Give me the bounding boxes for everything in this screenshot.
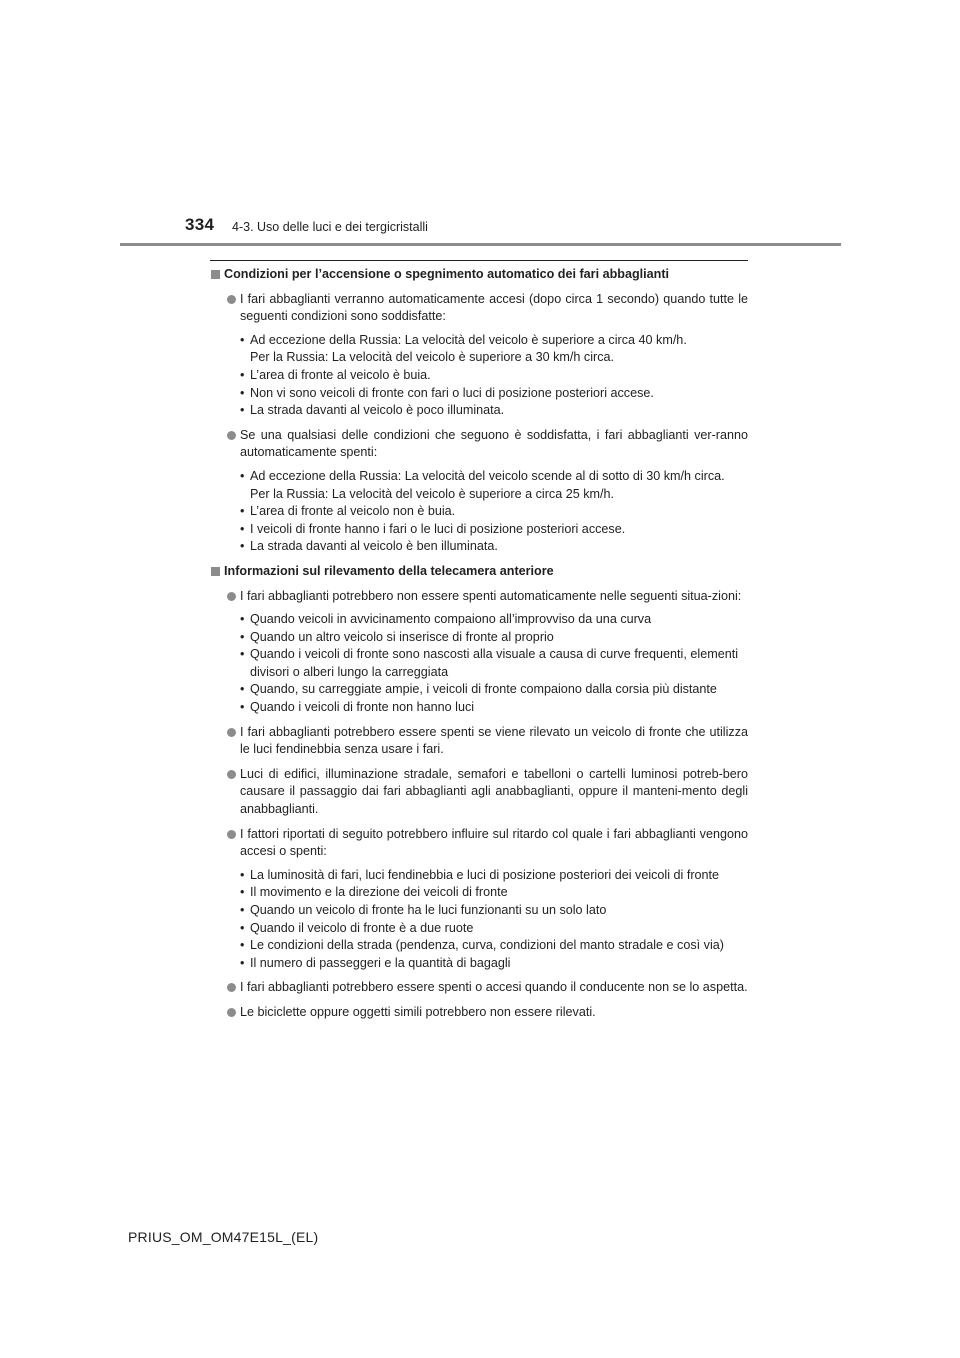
list-item-text: • Quando veicoli in avvicinamento compaiono all’improvviso da una curva (250, 612, 652, 627)
list-item (210, 867, 748, 885)
list-item (210, 699, 748, 717)
list-item-text: • Ad eccezione della Russia: La velocità del veicolo è superiore a circa 40 km/h. (250, 332, 687, 347)
circle-bullet-icon (227, 431, 236, 440)
list-item (210, 902, 748, 920)
list-item-text: • Non vi sono veicoli di fronte con fari o luci di posizione posteriori accese. (250, 385, 654, 400)
list-item (210, 884, 748, 902)
circle-bullet-icon (227, 295, 236, 304)
list-item (210, 611, 748, 629)
bullet-paragraph (210, 427, 748, 462)
page-number: 334 (185, 215, 215, 234)
list-item (210, 503, 748, 521)
list-item (210, 468, 748, 503)
list-item (210, 367, 748, 385)
list-item-text: Per la Russia: La velocità del veicolo è superiore a circa 25 km/h. (250, 486, 614, 501)
section-heading-text: Informazioni sul rilevamento della telecamera anteriore (224, 563, 554, 578)
section-heading-text: Condizioni per l’accensione o spegnimento automatico dei fari abbaglianti (224, 267, 670, 281)
footer-code: PRIUS_OM_OM47E15L_(EL) (128, 1229, 319, 1245)
bullet-paragraph (210, 588, 748, 606)
list-item (210, 937, 748, 955)
section-heading (210, 563, 748, 581)
list-item-text: • Quando, su carreggiate ampie, i veicoli di fronte compaiono dalla corsia più distante (250, 682, 717, 697)
bullet-text: I fattori riportati di seguito potrebbero influire sul ritardo col quale i fari abbaglianti vengono accesi o spenti: (240, 826, 748, 859)
list-item (210, 920, 748, 938)
list-item-text: • L’area di fronte al veicolo è buia. (250, 367, 431, 382)
bullet-paragraph (210, 724, 748, 759)
manual-content (210, 266, 748, 1029)
list-item (210, 385, 748, 403)
bullet-text: I fari abbaglianti potrebbero non essere spenti automaticamente nelle seguenti situa-zioni: (240, 588, 742, 603)
circle-bullet-icon (227, 728, 236, 737)
list-item-text: • Il movimento e la direzione dei veicoli di fronte (250, 885, 508, 900)
list-item-text: • Quando i veicoli di fronte non hanno luci (250, 700, 475, 715)
list-item (210, 629, 748, 647)
square-bullet-icon (211, 567, 220, 576)
sub-list (210, 468, 748, 556)
list-item (210, 646, 748, 681)
bullet-text: I fari abbaglianti potrebbero essere spenti o accesi quando il conducente non se lo aspetta. (240, 980, 748, 995)
circle-bullet-icon (227, 983, 236, 992)
square-bullet-icon (211, 270, 220, 279)
sub-list (210, 867, 748, 973)
list-item-text: • Quando il veicolo di fronte è a due ruote (250, 920, 474, 935)
list-item-text: • Quando un altro veicolo si inserisce di fronte al proprio (250, 629, 554, 644)
sub-list (210, 332, 748, 420)
bullet-text: Luci di edifici, illuminazione stradale, semafori e tabelloni o cartelli luminosi potreb-bero causare il passaggio dai fari abbaglianti agli anabbaglianti, oppure il manteni-mento degli anabbaglianti. (240, 766, 748, 817)
content-rule (210, 260, 748, 261)
section-title: 4-3. Uso delle luci e dei tergicristalli (232, 220, 428, 234)
bullet-text: I fari abbaglianti potrebbero essere spenti se viene rilevato un veicolo di fronte che utilizza le luci fendinebbia senza usare i fari. (240, 724, 748, 757)
list-item (210, 332, 748, 367)
list-item-text: • Quando i veicoli di fronte sono nascosti alla visuale a causa di curve frequenti, elementi divisori o alberi lungo la carreggiata (250, 647, 738, 679)
circle-bullet-icon (227, 830, 236, 839)
sub-list (210, 611, 748, 717)
list-item-text: • Ad eccezione della Russia: La velocità del veicolo scende al di sotto di 30 km/h circa. (250, 468, 725, 483)
bullet-text: Le biciclette oppure oggetti simili potrebbero non essere rilevati. (240, 1004, 596, 1019)
list-item (210, 402, 748, 420)
bullet-paragraph (210, 1004, 748, 1022)
list-item (210, 955, 748, 973)
list-item (210, 538, 748, 556)
bullet-paragraph (210, 766, 748, 819)
list-item-text: • Quando un veicolo di fronte ha le luci funzionanti su un solo lato (250, 903, 607, 917)
bullet-paragraph (210, 826, 748, 861)
list-item-text: • La luminosità di fari, luci fendinebbia e luci di posizione posteriori dei veicoli di fronte (250, 867, 720, 882)
bullet-paragraph (210, 291, 748, 326)
list-item-text: • La strada davanti al veicolo è poco illuminata. (250, 403, 505, 418)
list-item-text: • Il numero di passeggeri e la quantità di bagagli (250, 955, 511, 970)
list-item-text: • La strada davanti al veicolo è ben illuminata. (250, 539, 498, 554)
circle-bullet-icon (227, 592, 236, 601)
bullet-text: I fari abbaglianti verranno automaticamente accesi (dopo circa 1 secondo) quando tutte le seguenti condizioni sono soddisfatte: (240, 291, 748, 324)
section-heading (210, 266, 748, 284)
circle-bullet-icon (227, 1008, 236, 1017)
bullet-paragraph (210, 979, 748, 997)
list-item-text: Per la Russia: La velocità del veicolo è superiore a 30 km/h circa. (250, 350, 614, 365)
list-item (210, 521, 748, 539)
list-item (210, 681, 748, 699)
header-rule (120, 243, 841, 246)
list-item-text: • I veicoli di fronte hanno i fari o le luci di posizione posteriori accese. (250, 521, 626, 536)
circle-bullet-icon (227, 770, 236, 779)
list-item-text: • Le condizioni della strada (pendenza, curva, condizioni del manto stradale e così via) (250, 938, 724, 953)
list-item-text: • L’area di fronte al veicolo non è buia. (250, 504, 456, 519)
bullet-text: Se una qualsiasi delle condizioni che seguono è soddisfatta, i fari abbaglianti ver-ranno automaticamente spenti: (240, 427, 748, 460)
